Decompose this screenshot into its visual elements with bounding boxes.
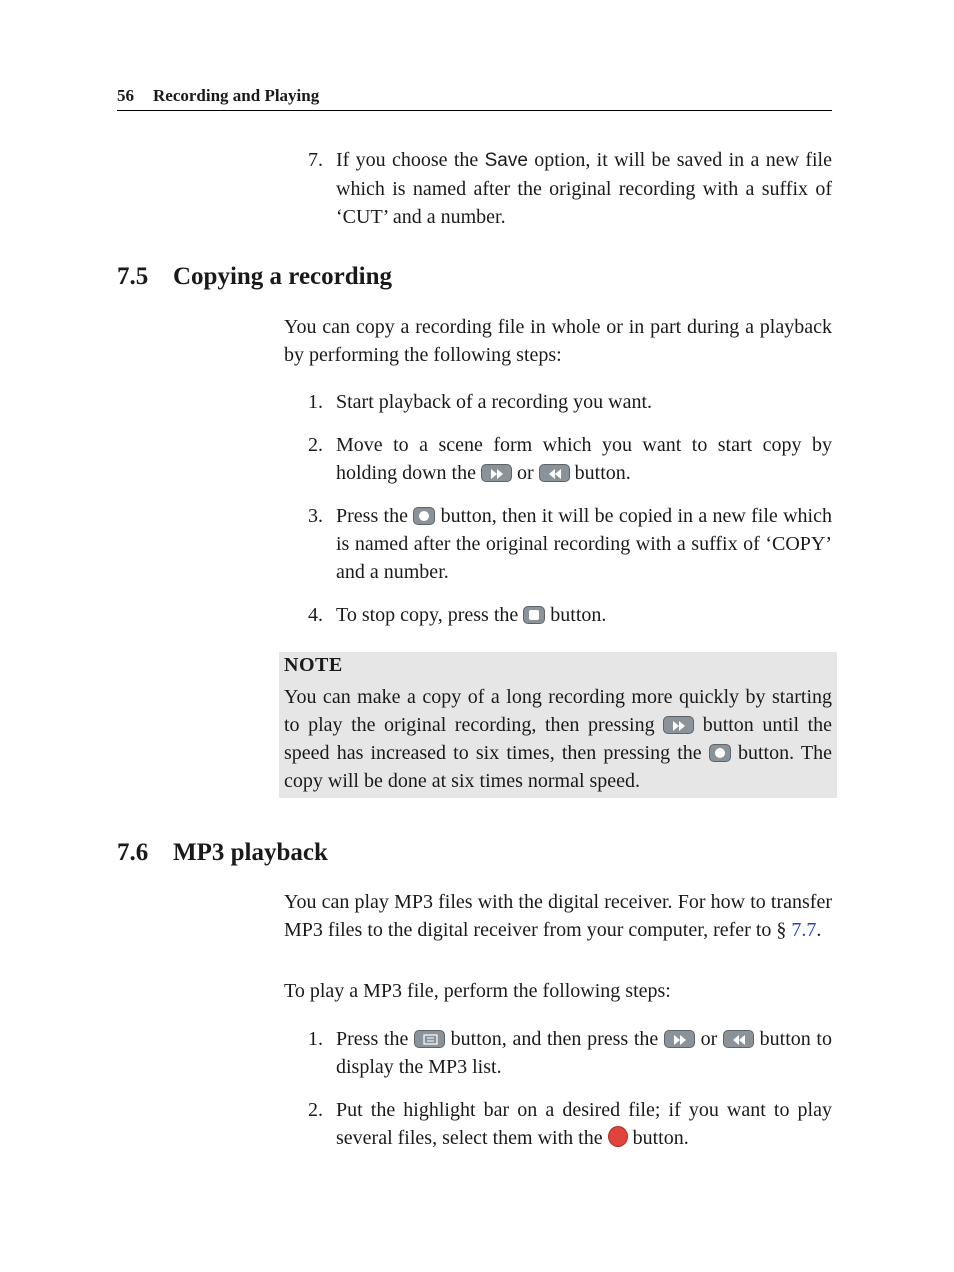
text-run: You can play MP3 files with the digital receiver. For how to transfer MP3 files to the digital receiver from your computer, refer to § — [284, 891, 832, 941]
page-number: 56 — [117, 86, 134, 105]
text-run: or — [512, 462, 539, 484]
text-run: button, and then press the — [445, 1028, 664, 1050]
item-number: 4. — [308, 604, 323, 626]
item-number: 3. — [308, 505, 323, 527]
text-run: . — [816, 919, 822, 941]
text-run: option, it will be saved in a new file which is named after the original recording with a suffix of ‘CUT’ and a number. — [336, 149, 832, 228]
item-number: 2. — [308, 1099, 323, 1121]
text-run: or — [694, 1028, 723, 1050]
record-button-icon — [709, 744, 731, 762]
note-title: NOTE — [284, 654, 343, 676]
section-heading — [117, 839, 328, 867]
save-option-label: Save — [484, 150, 528, 171]
text-run: button. — [569, 462, 631, 484]
item-text: Start playback of a recording you want. — [336, 391, 653, 413]
record-button-icon — [413, 507, 435, 525]
rewind-button-icon — [723, 1030, 754, 1048]
text-run: button to display the MP3 list. — [336, 1028, 832, 1078]
text-run: Press the — [336, 505, 414, 527]
section-title: Copying a recording — [173, 263, 392, 290]
section-number: 7.5 — [117, 263, 149, 290]
note-body — [284, 683, 832, 795]
item-text — [336, 431, 832, 487]
chapter-title: Recording and Playing — [153, 86, 320, 105]
text-run: button. — [627, 1127, 689, 1149]
text-run: button, then it will be copied in a new file which is named after the original recording with a suffix of ‘COPY’ and a number. — [336, 505, 832, 583]
item-text — [336, 601, 832, 629]
stop-button-icon — [523, 606, 545, 624]
paragraph: You can copy a recording file in whole or in part during a playback by performing the following steps: — [284, 316, 832, 366]
menu-list-button-icon — [414, 1030, 445, 1048]
item-text — [336, 1096, 832, 1152]
section-number: 7.6 — [117, 839, 149, 866]
text-run: Move to a scene form which you want to start copy by holding down the — [336, 434, 832, 484]
text-run: Press the — [336, 1028, 414, 1050]
rewind-button-icon — [539, 464, 570, 482]
item-text — [336, 1025, 832, 1081]
note-box — [279, 652, 837, 798]
text-run: Put the highlight bar on a desired file; if you want to play several files, select them with the — [336, 1099, 832, 1149]
item-number: 7. — [308, 149, 323, 171]
text-run: button. The copy will be done at six times normal speed. — [284, 742, 832, 792]
item-number: 1. — [308, 1028, 323, 1050]
item-text — [336, 502, 832, 586]
section-heading — [117, 263, 392, 291]
cross-reference-link[interactable]: 7.7 — [791, 919, 817, 941]
text-run: To stop copy, press the — [336, 604, 524, 626]
text-run: You can make a copy of a long recording more quickly by starting to play the original recording, then pressing — [284, 686, 832, 736]
item-number: 1. — [308, 391, 323, 413]
text-run: If you choose the — [336, 149, 485, 171]
item-number: 2. — [308, 434, 323, 456]
fast-forward-button-icon — [481, 464, 512, 482]
fast-forward-button-icon — [664, 1030, 695, 1048]
fast-forward-button-icon — [663, 716, 694, 734]
paragraph: To play a MP3 file, perform the following steps: — [284, 980, 671, 1002]
running-header — [117, 86, 832, 111]
item-text — [336, 146, 832, 231]
paragraph — [284, 888, 832, 944]
text-run: button until the speed has increased to six times, then pressing the — [284, 714, 832, 764]
section-title: MP3 playback — [173, 839, 328, 866]
text-run: button. — [545, 604, 607, 626]
red-color-button-icon — [608, 1126, 628, 1147]
